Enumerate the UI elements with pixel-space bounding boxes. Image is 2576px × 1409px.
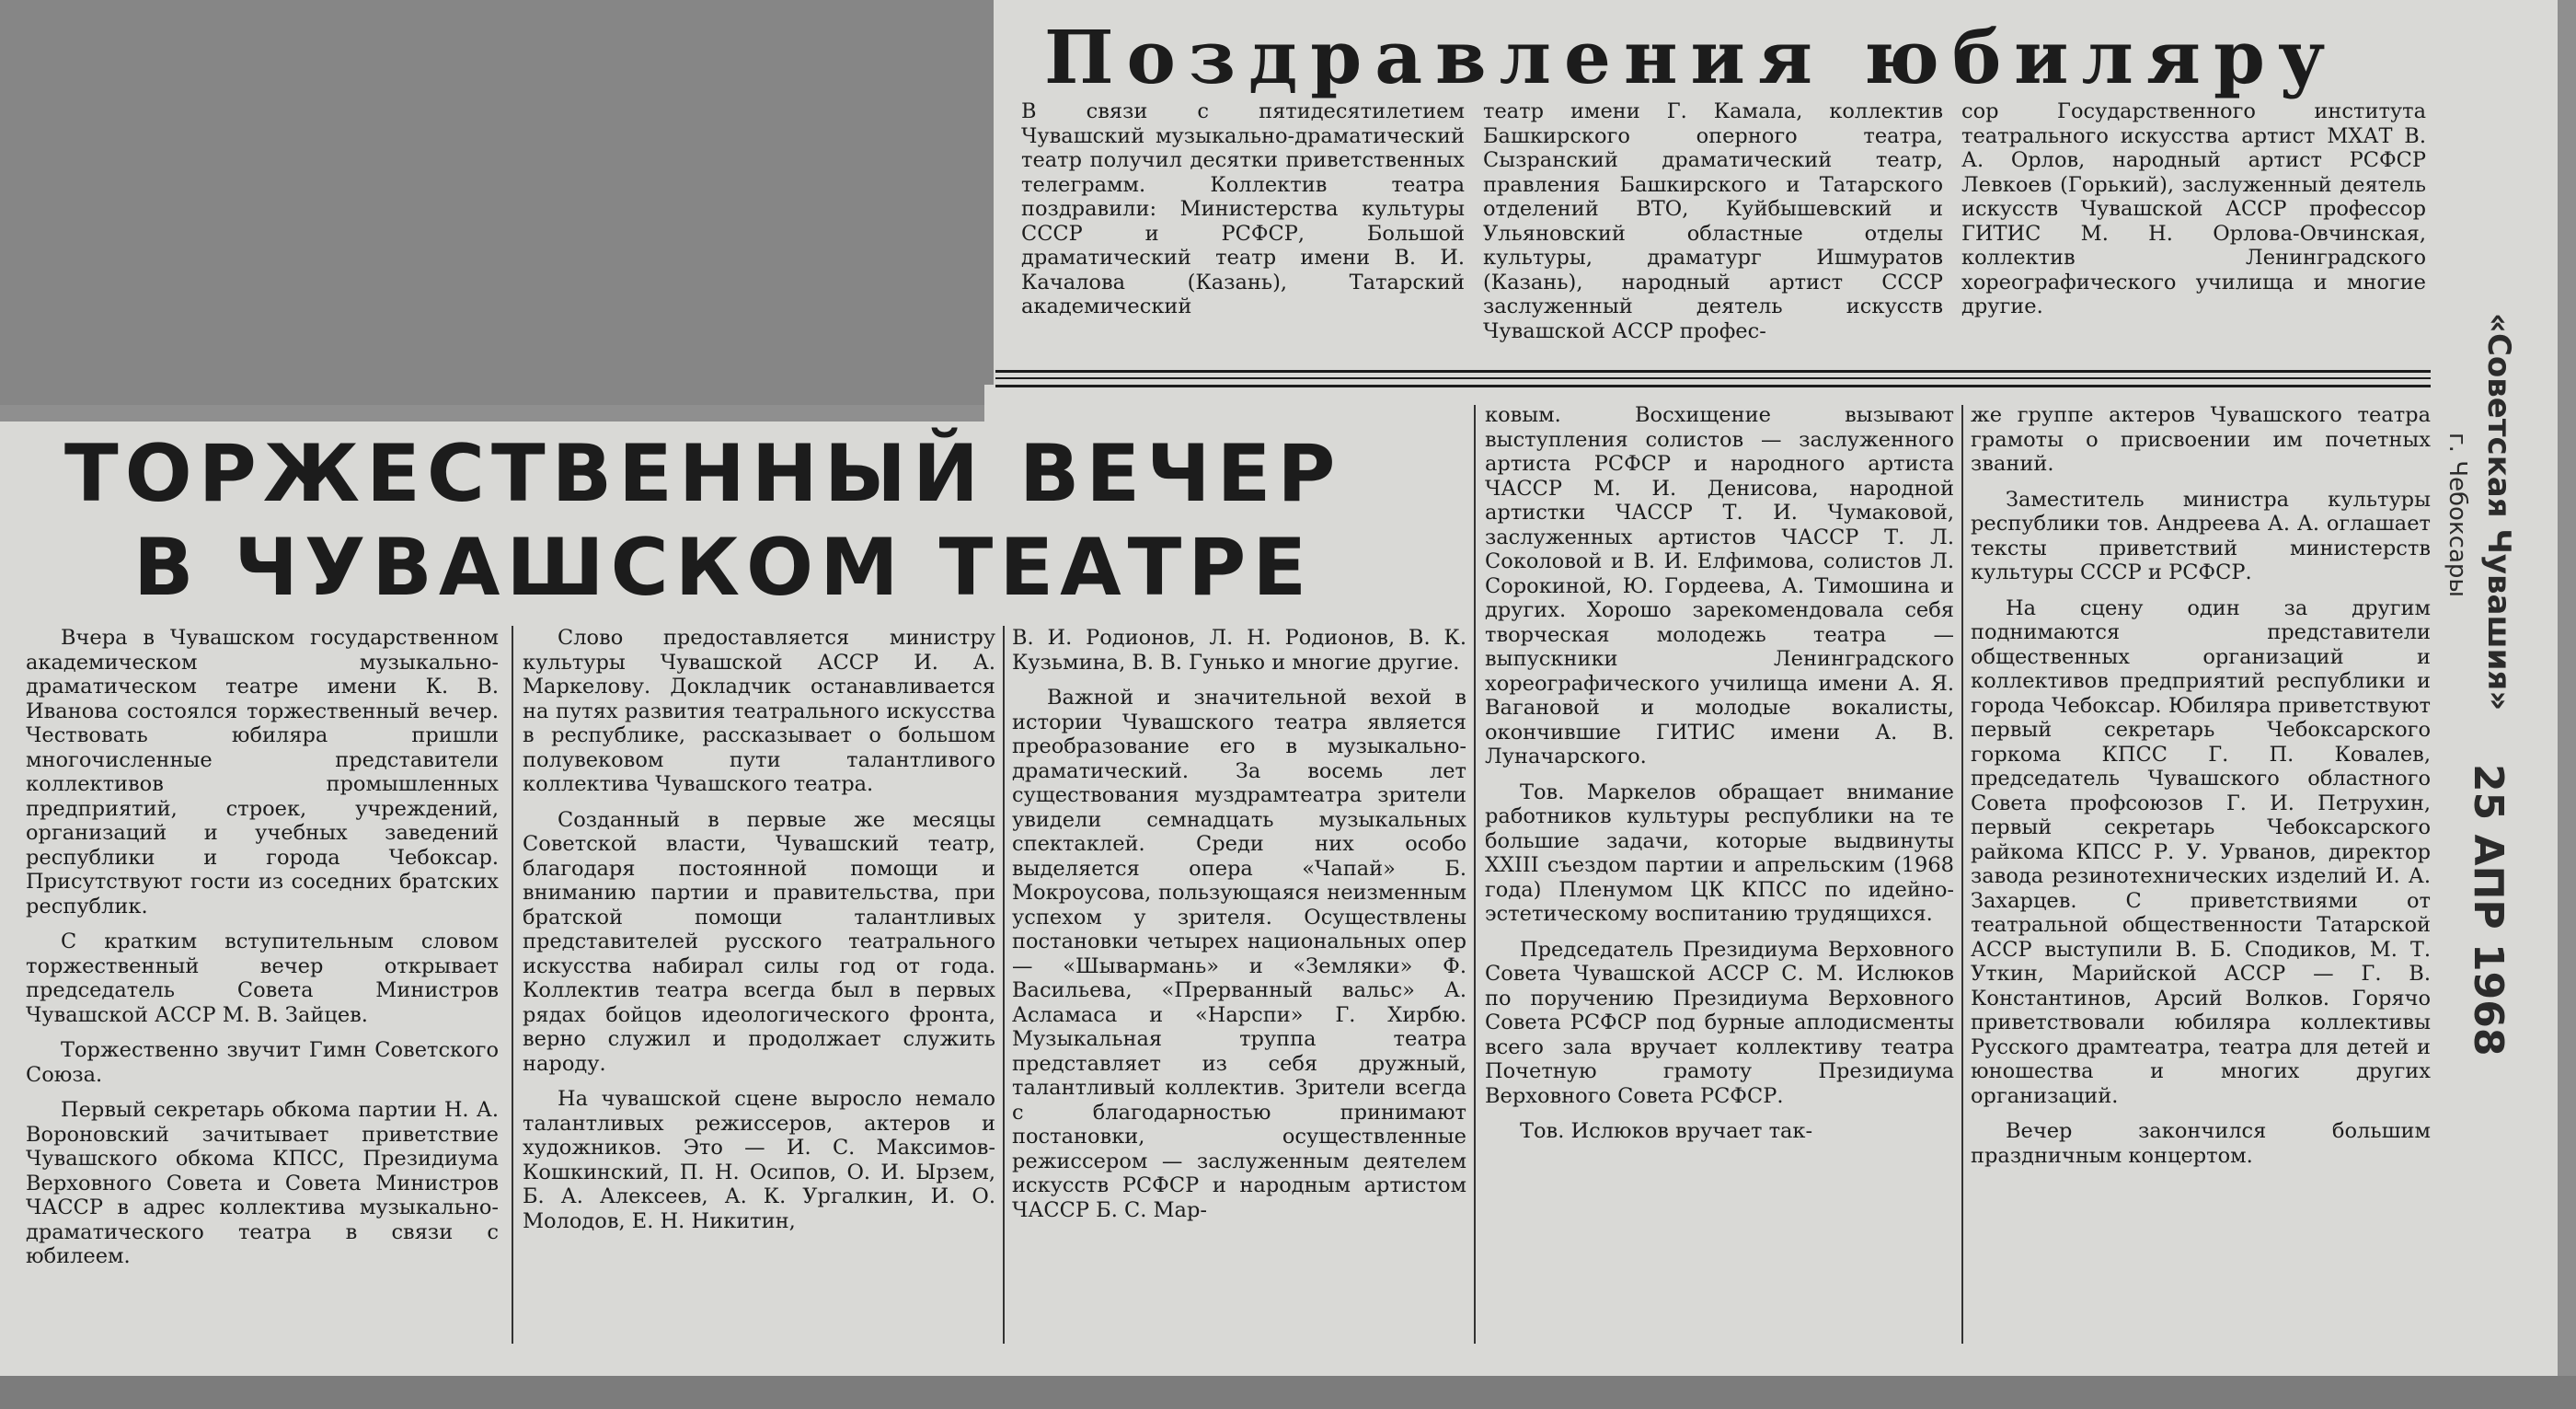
top-article-column-1: В связи с пятидесятилетием Чувашский музыкально-драматический театр получил десятки приветственных телеграмм. Коллектив театра поздравили: Министерства культуры СССР и РСФСР, Большой драматический театр имени В. И. Качалова (Казань), Татарский академический — [1021, 99, 1465, 318]
newspaper-name-stamp: «Советская Чувашия» — [2480, 313, 2517, 711]
date-stamp: 25 АПР 1968 — [2465, 764, 2512, 1057]
separator-rule — [995, 377, 2431, 379]
main-article-column-4: ковым. Восхищение вызывают выступления солистов — заслуженного артиста РСФСР и народного артиста ЧАССР М. И. Денисова, народной артистки ЧАССР Т. И. Чумаковой, заслуженных артистов ЧАССР Т. Л. Соколовой и В. И. Елфимова, солистов Л. Сорокиной, Ю. Гордеева, А. Тимошина и других. Хорошо зарекомендовала себя творческая молодежь театра — выпускники Ленинградского хореографического училища имени А. Я. Вагановой и молодые вокалисты, окончившие ГИТИС имени А. В. Луначарского. Тов. Маркелов обращает внимание работников культуры республики на те большие задачи, которые выдвинуты XXIII съездом партии и апрельским (1968 года) Пленумом ЦК КПСС по идейно-эстетическому воспитанию трудящихся. Председатель Президиума Верховного Совета Чувашской АССР С. М. Ислюков по поручению Президиума Верховного Совета РСФСР под бурные аплодисменты всего зала вручает коллективу театра Почетную грамоту Президиума Верховного Совета РСФСР. Тов. Ислюков вручает так- — [1485, 403, 1954, 1143]
column-divider — [1474, 405, 1476, 1344]
separator-rule — [995, 385, 2431, 387]
top-article-column-3: сор Государственного института театрального искусства артист МХАТ В. А. Орлов, народный артист РСФСР Левкоев (Горький), заслуженный деятель искусств Чувашской АССР профессор ГИТИС М. Н. Орлова-Овчинская, коллектив Ленинградского хореографического училища и многие другие. — [1961, 99, 2426, 318]
city-stamp: г. Чебоксары — [2444, 433, 2471, 597]
main-article-column-1: Вчера в Чувашском государственном академическом музыкально-драматическом театре имени К. В. Иванова состоялся торжественный вечер. Чествовать юбиляра пришли многочисленные представители коллективов промышленных предприятий, строек, учреждений, организаций и учебных заведений республики и города Чебоксар. Присутствуют гости из соседних братских республик. С кратким вступительным словом торжественный вечер открывает председатель Совета Министров Чувашской АССР М. В. Зайцев. Торжественно звучит Гимн Советского Союза. Первый секретарь обкома партии Н. А. Вороновский зачитывает приветствие Чувашского обкома КПСС, Президиума Верховного Совета и Совета Министров ЧАССР в адрес коллектива музыкально-драматического театра в связи с юбилеем. — [26, 626, 499, 1268]
main-article-headline-line1: ТОРЖЕСТВЕННЫЙ ВЕЧЕР — [64, 428, 1342, 520]
scan-background — [0, 0, 1012, 405]
column-divider — [1003, 626, 1005, 1344]
column-divider — [1961, 405, 1963, 1344]
scan-border-bottom — [0, 1376, 2576, 1409]
separator-rule — [995, 370, 2431, 373]
top-article-headline: Поздравления юбиляру — [1044, 14, 2339, 100]
main-article-column-5: же группе актеров Чувашского театра грамоты о присвоении им почетных званий. Заместитель министра культуры республики тов. Андреева А. А. оглашает тексты приветствий министерств культуры СССР и РСФСР. На сцену один за другим поднимаются представители общественных организаций и коллективов предприятий республики и города Чебоксар. Юбиляра приветствуют первый секретарь Чебоксарского горкома КПСС Г. П. Ковалев, председатель Чувашского областного Совета профсоюзов Г. И. Петрухин, первый секретарь Чебоксарского райкома КПСС Р. У. Урванов, директор завода резинотехнических изделий И. А. Захарцев. С приветствиями от театральной общественности Татарской АССР выступили В. Б. Сподиков, М. Т. Уткин, Марийской АССР — Г. В. Константинов, Арсий Волков. Горячо приветствовали юбиляра коллективы Русского драмтеатра, театра для детей и юношества и многих других организаций. Вечер закончился большим праздничным концертом. — [1971, 403, 2431, 1168]
main-article-headline-line2: В ЧУВАШСКОМ ТЕАТРЕ — [133, 522, 1314, 614]
top-article-column-2: театр имени Г. Камала, коллектив Башкирского оперного театра, Сызранский драматический театр, правления Башкирского и Татарского отделений ВТО, Куйбышевский и Ульяновский областные отделы культуры, драматург Ишмуратов (Казань), народный артист СССР заслуженный деятель искусств Чувашской АССР профес- — [1483, 99, 1943, 343]
main-article-column-2: Слово предоставляется министру культуры Чувашской АССР И. А. Маркелову. Докладчик останавливается на путях развития театрального искусства в республике, рассказывает о большом полувековом пути талантливого коллектива Чувашского театра. Созданный в первые же месяцы Советской власти, Чувашский театр, благодаря постоянной помощи и вниманию партии и правительства, при братской помощи талантливых представителей русского театрального искусства набирал силы год от года. Коллектив театра всегда был в первых рядах бойцов идеологического фронта, верно служил и продолжает служить народу. На чувашской сцене выросло немало талантливых режиссеров, актеров и художников. Это — И. С. Максимов-Кошкинский, П. Н. Осипов, О. И. Ырзем, Б. А. Алексеев, А. К. Ургалкин, И. О. Молодов, Е. Н. Никитин, — [523, 626, 995, 1233]
column-divider — [512, 626, 513, 1344]
main-article-column-3: В. И. Родионов, Л. Н. Родионов, В. К. Кузьмина, В. В. Гунько и многие другие. Важной и значительной вехой в истории Чувашского театра является преобразование его в музыкально-драматический. За восемь лет существования муздрамтеатра зрители увидели семнадцать музыкальных спектаклей. Среди них особо выделяется опера «Чапай» Б. Мокроусова, пользующаяся неизменным успехом у зрителя. Осуществлены постановки четырех национальных опер — «Шывармань» и «Земляки» Ф. Васильева, «Прерванный вальс» А. Асламаса и «Нарспи» Г. Хирбю. Музыкальная труппа театра представляет из себя дружный, талантливый коллектив. Зрители всегда с благодарностью принимают постановки, осуществленные режиссером — заслуженным деятелем искусств РСФСР и народным артистом ЧАССР Б. С. Мар- — [1012, 626, 1466, 1222]
